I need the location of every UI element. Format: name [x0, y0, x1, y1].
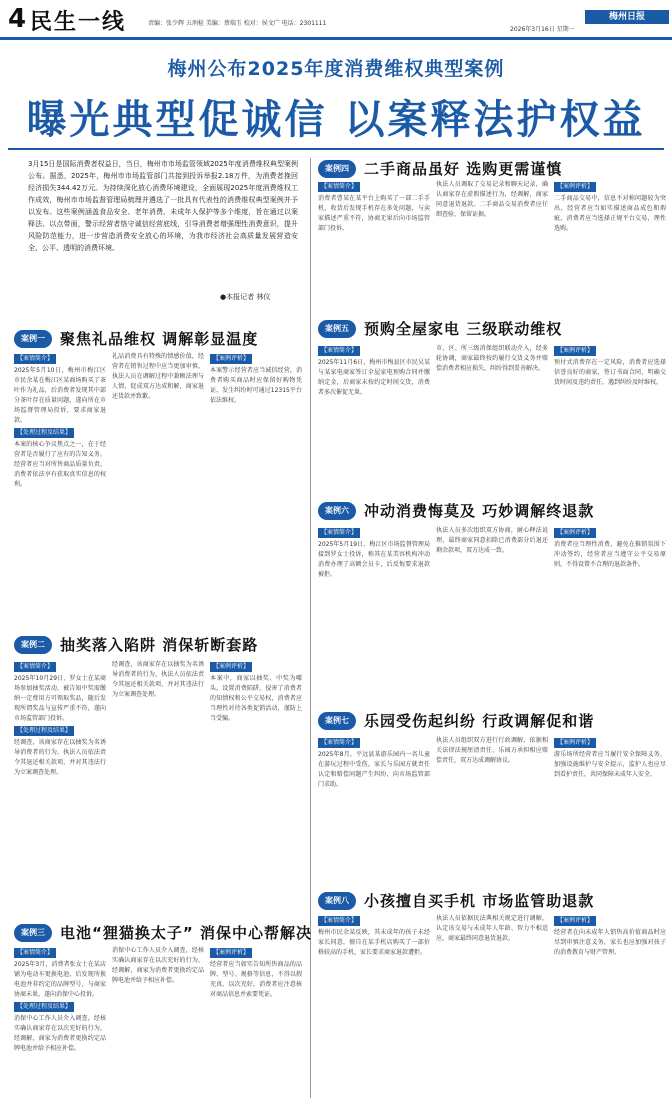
case-6-header: [318, 500, 594, 521]
case-3-col-c: 【案例评析】 经营者应当如实告知所售商品的品牌、型号、规格等信息，不得以假充真、以次充好，消费者应注意核对商品信息并索要凭证。: [210, 949, 302, 998]
issue-date: 2026年3月16日 星期一: [510, 26, 575, 33]
case-8-text-a: 梅州市民余某反映，其未成年的孩子未经家长同意，擅自在某手机店购买了一部价格较高的手机，家长要求商家退款遭拒。: [318, 929, 430, 956]
case-8-header: [318, 890, 594, 911]
case-8-title: 小孩擅自买手机 市场监管助退款: [364, 892, 595, 910]
column-divider: [310, 158, 311, 1098]
case-3-text-c: 经营者应当如实告知所售商品的品牌、型号、规格等信息，不得以假充真、以次充好，消费者应注意核对商品信息并索要凭证。: [210, 961, 302, 998]
case-1-col-b: [112, 352, 204, 630]
masthead: [0, 0, 672, 40]
case-2-title: 抽奖落入陷阱 消保斩断套路: [60, 636, 259, 654]
case-3-col-a: 【案情简介】 2025年3月，消费者张女士在某店铺为电动车更换电池，后发现所换电池并非约定的品牌型号，与商家协商未果，遂向消保中心投诉。 【处理过程及结果】 消保中心工作人员介入调查，经核实确认商家存在以次充好的行为，经调解，商家为消费者更换约定品牌电池并给予相应补偿。: [14, 949, 106, 1052]
case-5-text-a: 2025年11月6日，梅州市梅县区市民吴某与某家电商家签订全屋家电预购合同并缴纳定金，后商家未按约定时间交货，消费者多次催促无果。: [318, 359, 430, 396]
case-5-col-c: 【案例评析】 预付式消费存在一定风险，消费者应选择信誉良好的商家，签订书面合同，明确交货时间及违约责任，遇到纠纷及时维权。: [554, 347, 666, 386]
case-1-tag: 案例一: [14, 330, 52, 348]
case-2-text-c: 本案中，商家以抽奖、中奖为噱头，设置消费陷阱，侵害了消费者的知情权和公平交易权，消费者应当理性对待各类促销活动，谨防上当受骗。: [210, 675, 302, 722]
case-2-text-b: 经调查，该商家存在以抽奖为名诱导消费者的行为，执法人员依法责令其退还相关款项，并对其违法行为立案调查处理。: [14, 739, 106, 776]
lead-paragraph: 3月15日是国际消费者权益日，当日，梅州市市场监管领域2025年度消费维权典型案例公布。据悉，2025年，梅州市市场监管部门共接到投诉举报2.18万件，为消费者挽回经济损失344.42万元。为持续深化放心消费环境建设，全面展现2025年度消费维权工作成效，梅州市市场监督管理局梳理并遴选了一批具有代表性的消费维权典型案例并予以发布。这些案例涵盖食品安全、老年消费、未成年人保护等多个维度，旨在通过以案释法、以点带面，警示经营者恪守诚信经营底线，引导消费者增强理性消费意识，提升风险防范能力，进一步营造消费安全放心的环境，为我市经济社会高质量发展营造安全、公平、透明的消费环境。: [28, 160, 298, 252]
case-2-text-a: 2025年10月29日，罗女士在某商场参加抽奖活动，被告知中奖需缴纳一定费用方可领取奖品，随后发现所谓奖品与宣传严重不符，遂向市场监管部门投诉。: [14, 675, 106, 722]
case-7-header: [318, 710, 594, 731]
case-5-header: [318, 318, 562, 339]
case-8-text-c: 经营者在向未成年人销售高价值商品时应尽到审慎注意义务，家长也应加强对孩子的消费教育与财产管理。: [554, 929, 666, 956]
case-3-col-b: [112, 946, 204, 1096]
case-6-text-b: 执法人员多次组织双方协商，耐心释法说理，最终商家同意扣除已消费部分后退还剩余款项，双方达成一致。: [436, 527, 548, 554]
case-1-text-b: 本案的核心争议焦点之一，在于经营者是否履行了应有的告知义务，经营者应当对所售商品质量负责，消费者依法享有获取真实信息的权利。: [14, 441, 106, 488]
lead-byline: ●本报记者 林仪: [220, 293, 271, 301]
case-3-title: 电池“狸猫换太子” 消保中心帮解决: [60, 924, 312, 942]
case-6-col-a: 【案情简介】 2025年5月19日，梅江区市场监督管理局接到罗女士投诉，称其在某美容机构冲动消费办理了高额会员卡，后反悔要求退款被拒。: [318, 529, 430, 578]
case-8-col-c: 【案例评析】 经营者在向未成年人销售高价值商品时应尽到审慎注意义务，家长也应加强对孩子的消费教育与财产管理。: [554, 917, 666, 956]
case-4-title: 二手商品虽好 选购更需谨慎: [364, 160, 563, 178]
case-1-text-d: 本案警示经营者应当诚信经营，消费者购买商品时应保留好购物凭证，发生纠纷时可通过12315平台依法维权。: [210, 367, 302, 404]
case-5-col-b: [436, 344, 548, 492]
editor-credits: 责编：张少辉 五刑检 美编：蔡瑞玉 校对：侯文广 电话：2301111: [148, 20, 327, 27]
case-3-text-b2: 消保中心工作人员介入调查，经核实确认商家存在以次充好的行为，经调解，商家为消费者更换约定品牌电池并给予相应补偿。: [112, 947, 204, 984]
case-3-text-a: 2025年3月，消费者张女士在某店铺为电动车更换电池，后发现所换电池并非约定的品牌型号，与商家协商未果，遂向消保中心投诉。: [14, 961, 106, 998]
case-4-col-b: [436, 180, 548, 308]
case-4-text-a: 消费者曹某在某平台上购买了一部二手手机，收货后发现手机存在多处问题，与卖家描述严重不符，协商无果后向市场监管部门投诉。: [318, 195, 430, 232]
subheadline: 梅州公布2025年度消费维权典型案例: [167, 58, 505, 80]
case-1-title: 聚焦礼品维权 调解彰显温度: [60, 330, 259, 348]
case-8-col-b: [436, 914, 548, 1096]
headline-rule: [8, 148, 664, 150]
case-7-text-a: 2025年8月，平远县某游乐园内一名儿童在游玩过程中受伤，家长与乐园方就责任认定和赔偿问题产生纠纷，向市场监管部门求助。: [318, 751, 430, 788]
case-4-col-a: 【案情简介】 消费者曹某在某平台上购买了一部二手手机，收货后发现手机存在多处问题，与卖家描述严重不符，协商无果后向市场监管部门投诉。: [318, 183, 430, 232]
case-2-col-c: 【案例评析】 本案中，商家以抽奖、中奖为噱头，设置消费陷阱，侵害了消费者的知情权和公平交易权，消费者应当理性对待各类促销活动，谨防上当受骗。: [210, 663, 302, 722]
case-2-header: [14, 634, 258, 655]
case-7-col-a: 【案情简介】 2025年8月，平远县某游乐园内一名儿童在游玩过程中受伤，家长与乐园方就责任认定和赔偿问题产生纠纷，向市场监管部门求助。: [318, 739, 430, 788]
case-6-col-b: [436, 526, 548, 702]
newspaper-logo: 梅州日报: [585, 10, 669, 24]
case-7-tag: 案例七: [318, 712, 356, 730]
case-2-col-a: 【案情简介】 2025年10月29日，罗女士在某商场参加抽奖活动，被告知中奖需缴纳一定费用方可领取奖品，随后发现所谓奖品与宣传严重不符，遂向市场监管部门投诉。 【处理过程及结果】 经调查，该商家存在以抽奖为名诱导消费者的行为，执法人员依法责令其退还相关款项，并对其违法行为立案调查处理。: [14, 663, 106, 776]
case-1-text-c: 礼品消费具有特殊的情感价值，经营者在销售过程中应当更加审慎，执法人员在调解过程中兼顾法理与人情，促成双方达成和解，商家退还货款并致歉。: [112, 353, 204, 400]
case-4-text-c: 二手商品交易中，信息不对称问题较为突出，经营者应当如实描述商品成色和瑕疵，消费者应当选择正规平台交易，理性选购。: [554, 195, 666, 232]
case-2-text-b2: 经调查，该商家存在以抽奖为名诱导消费者的行为，执法人员依法责令其退还相关款项，并对其违法行为立案调查处理。: [112, 661, 204, 698]
case-8-text-b: 执法人员依据民法典相关规定进行调解，认定该交易与未成年人年龄、智力不相适应，商家最终同意退货退款。: [436, 915, 548, 942]
case-4-tag: 案例四: [318, 160, 356, 178]
case-4-col-c: 【案例评析】 二手商品交易中，信息不对称问题较为突出，经营者应当如实描述商品成色和瑕疵，消费者应当选择正规平台交易，理性选购。: [554, 183, 666, 232]
case-8-col-a: 【案情简介】 梅州市民余某反映，其未成年的孩子未经家长同意，擅自在某手机店购买了一部价格较高的手机，家长要求商家退款遭拒。: [318, 917, 430, 956]
case-6-title: 冲动消费悔莫及 巧妙调解终退款: [364, 502, 595, 520]
case-2-col-b: [112, 660, 204, 918]
case-7-text-c: 游乐场所经营者应当履行安全保障义务，加强设施维护与安全提示，监护人也应尽到看护责任，共同保障未成年人安全。: [554, 751, 666, 778]
case-1-text-a: 2025年5月10日，梅州市梅江区市民余某在梅江区某商场购买了茶叶作为礼品，后消费者发现其中部分茶叶存在质量问题，遂向所在市场监督管理局投诉，要求商家退款。: [14, 367, 106, 424]
case-5-tag: 案例五: [318, 320, 356, 338]
case-5-title: 预购全屋家电 三级联动维权: [364, 320, 563, 338]
headline: 曝光典型促诚信 以案释法护权益: [26, 97, 646, 143]
case-3-header: [14, 922, 312, 943]
case-5-text-c: 预付式消费存在一定风险，消费者应选择信誉良好的商家，签订书面合同，明确交货时间及违约责任，遇到纠纷及时维权。: [554, 359, 666, 386]
case-6-tag: 案例六: [318, 502, 356, 520]
case-6-text-c: 消费者应当理性消费，避免在推销氛围下冲动签约，经营者应当遵守公平交易原则，不得设置不合理的退款条件。: [554, 541, 666, 568]
case-7-col-c: 【案例评析】 游乐场所经营者应当履行安全保障义务，加强设施维护与安全提示，监护人也应尽到看护责任，共同保障未成年人安全。: [554, 739, 666, 778]
case-3-tag: 案例三: [14, 924, 52, 942]
case-4-text-b: 执法人员调取了交易记录和聊天记录，确认商家存在虚假描述行为，经调解，商家同意退货退款。二手商品交易消费者应仔细查验、保留证据。: [436, 181, 548, 218]
case-6-text-a: 2025年5月19日，梅江区市场监督管理局接到罗女士投诉，称其在某美容机构冲动消费办理了高额会员卡，后反悔要求退款被拒。: [318, 541, 430, 578]
case-1-col-a: 【案情简介】 2025年5月10日，梅州市梅江区市民余某在梅江区某商场购买了茶叶作为礼品，后消费者发现其中部分茶叶存在质量问题，遂向所在市场监督管理局投诉，要求商家退款。 【处理过程及结果】 本案的核心争议焦点之一，在于经营者是否履行了应有的告知义务，经营者应当对所售商品质量负责，消费者依法享有获取真实信息的权利。: [14, 355, 106, 488]
case-7-text-b: 执法人员组织双方进行行政调解，依据相关法律法规厘清责任，乐园方承担相应赔偿责任，双方达成调解协议。: [436, 737, 548, 764]
case-7-title: 乐园受伤起纠纷 行政调解促和谐: [364, 712, 595, 730]
case-6-col-c: 【案例评析】 消费者应当理性消费，避免在推销氛围下冲动签约，经营者应当遵守公平交易原则，不得设置不合理的退款条件。: [554, 529, 666, 568]
case-5-col-a: 【案情简介】 2025年11月6日，梅州市梅县区市民吴某与某家电商家签订全屋家电预购合同并缴纳定金，后商家未按约定时间交货，消费者多次催促无果。: [318, 347, 430, 396]
case-7-col-b: [436, 736, 548, 884]
case-1-header: [14, 328, 258, 349]
case-1-col-c: 【案例评析】 本案警示经营者应当诚信经营，消费者购买商品时应保留好购物凭证，发生纠纷时可通过12315平台依法维权。: [210, 355, 302, 404]
page-number: 4: [8, 4, 27, 34]
section-name: 民生一线: [30, 10, 127, 35]
case-8-tag: 案例八: [318, 892, 356, 910]
case-5-text-b: 市、区、所三级消保组织联动介入，经多轮协调，商家最终按约履行交货义务并赔偿消费者相应损失，纠纷得到妥善解决。: [436, 345, 548, 372]
case-3-text-b: 消保中心工作人员介入调查，经核实确认商家存在以次充好的行为，经调解，商家为消费者更换约定品牌电池并给予相应补偿。: [14, 1015, 106, 1052]
case-4-header: [318, 158, 562, 179]
case-2-tag: 案例二: [14, 636, 52, 654]
